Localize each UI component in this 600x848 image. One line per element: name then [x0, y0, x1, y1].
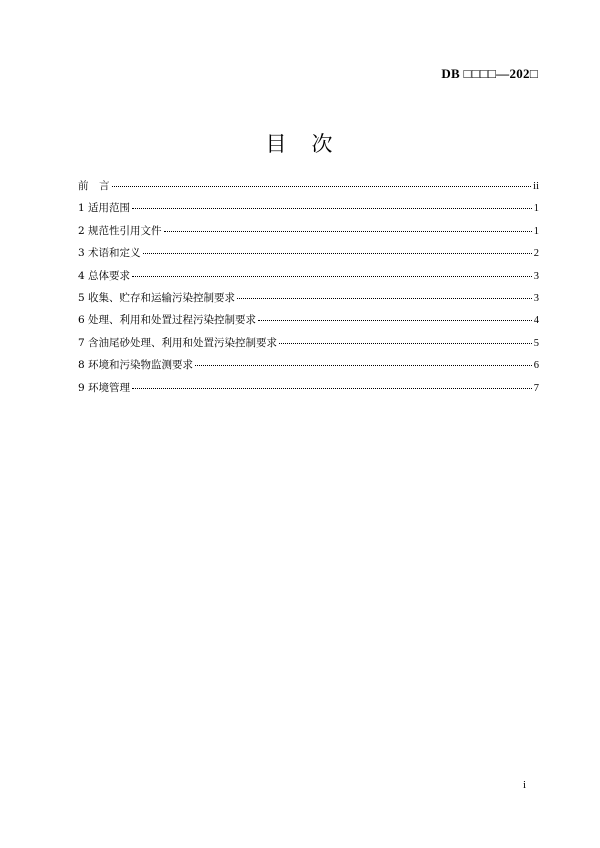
- toc-entry-scope[interactable]: [78, 200, 539, 222]
- toc-entry-page: 3: [533, 292, 539, 304]
- toc-list: [78, 178, 539, 402]
- toc-dot-leader: [195, 365, 532, 366]
- toc-dot-leader: [164, 231, 532, 232]
- toc-entry-terms-definitions[interactable]: [78, 245, 539, 267]
- page-number: i: [522, 779, 526, 791]
- toc-entry-collection-storage-transport[interactable]: [78, 290, 539, 312]
- toc-entry-normative-references[interactable]: [78, 223, 539, 245]
- toc-entry-foreword[interactable]: [78, 178, 539, 200]
- toc-dot-leader: [112, 186, 532, 187]
- toc-entry-label: 8 环境和污染物监测要求: [78, 359, 194, 372]
- toc-entry-page: ii: [533, 181, 539, 192]
- toc-entry-label: 前 言: [78, 180, 110, 192]
- toc-dot-leader: [279, 343, 532, 344]
- toc-entry-general-requirements[interactable]: [78, 268, 539, 290]
- toc-entry-oily-tailings[interactable]: [78, 335, 539, 357]
- toc-entry-label: 3 术语和定义: [78, 247, 141, 260]
- toc-entry-environmental-management[interactable]: [78, 380, 539, 402]
- toc-entry-page: 3: [533, 270, 539, 282]
- toc-entry-label: 2 规范性引用文件: [78, 224, 162, 237]
- toc-title: 目 次: [265, 132, 335, 156]
- toc-entry-page: 5: [533, 337, 539, 349]
- toc-dot-leader: [237, 298, 532, 299]
- toc-entry-label: 9 环境管理: [78, 381, 131, 394]
- toc-dot-leader: [143, 253, 532, 254]
- toc-entry-page: 4: [533, 315, 539, 327]
- document-code: DB □□□□—202□: [441, 66, 538, 81]
- toc-entry-page: 1: [533, 225, 539, 237]
- toc-entry-page: 6: [533, 360, 539, 372]
- toc-entry-label: 4 总体要求: [78, 269, 131, 282]
- toc-entry-page: 2: [533, 248, 539, 260]
- toc-entry-label: 1 适用范围: [78, 202, 131, 215]
- toc-entry-label: 5 收集、贮存和运输污染控制要求: [78, 291, 236, 304]
- toc-dot-leader: [132, 276, 532, 277]
- toc-dot-leader: [132, 388, 532, 389]
- toc-entry-treatment-process[interactable]: [78, 312, 539, 334]
- toc-entry-page: 1: [533, 203, 539, 215]
- toc-entry-page: 7: [533, 382, 539, 394]
- toc-entry-monitoring[interactable]: [78, 357, 539, 379]
- toc-entry-label: 6 处理、利用和处置过程污染控制要求: [78, 314, 257, 327]
- toc-entry-label: 7 含油尾砂处理、利用和处置污染控制要求: [78, 336, 278, 349]
- toc-dot-leader: [132, 208, 532, 209]
- toc-dot-leader: [258, 320, 532, 321]
